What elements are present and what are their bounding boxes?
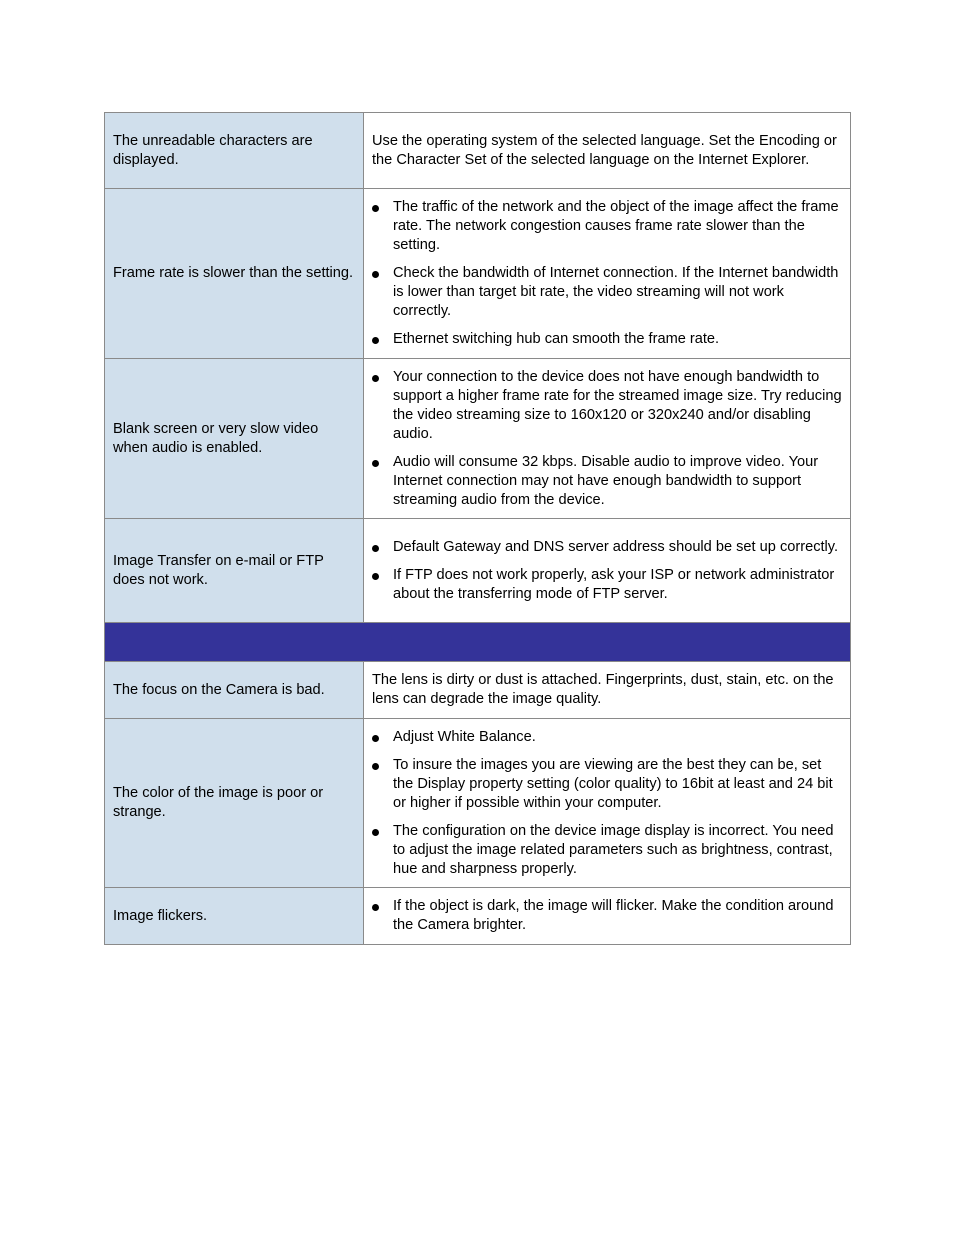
bullet-icon bbox=[372, 271, 379, 278]
bullet-text: Your connection to the device does not have enough bandwidth to support a higher frame rate for the streamed image size. Try reducing the video streaming size to 160x120 or 320x240 and/or disabling audio. bbox=[393, 368, 842, 442]
bullet-icon bbox=[372, 735, 379, 742]
solution-list bbox=[364, 538, 850, 604]
list-item bbox=[372, 538, 842, 557]
solution-list bbox=[364, 897, 850, 935]
solution-text: The lens is dirty or dust is attached. Fingerprints, dust, stain, etc. on the lens can degrade the image quality. bbox=[372, 672, 834, 707]
problem-cell bbox=[105, 662, 364, 719]
table-row bbox=[105, 519, 851, 623]
list-item bbox=[372, 728, 842, 747]
problem-cell bbox=[105, 888, 364, 945]
list-item bbox=[372, 368, 842, 444]
bullet-icon bbox=[372, 904, 379, 911]
bullet-icon bbox=[372, 829, 379, 836]
section-header-cell bbox=[105, 623, 851, 662]
bullet-text: The configuration on the device image display is incorrect. You need to adjust the image related parameters such as brightness, contrast, hue and sharpness properly. bbox=[393, 822, 834, 877]
bullet-icon bbox=[372, 573, 379, 580]
bullet-icon bbox=[372, 375, 379, 382]
table-row bbox=[105, 719, 851, 888]
problem-cell bbox=[105, 519, 364, 623]
bullet-icon bbox=[372, 763, 379, 770]
solution-list bbox=[364, 198, 850, 349]
troubleshooting-table bbox=[104, 112, 851, 945]
solution-text: Use the operating system of the selected language. Set the Encoding or the Character Set of the selected language on the Internet Explorer. bbox=[372, 132, 837, 168]
bullet-text: Default Gateway and DNS server address should be set up correctly. bbox=[393, 538, 839, 555]
bullet-text: If the object is dark, the image will flicker. Make the condition around the Camera brighter. bbox=[393, 898, 834, 933]
solution-list bbox=[364, 728, 850, 879]
table-row bbox=[105, 189, 851, 359]
solution-cell bbox=[364, 662, 851, 719]
solution-list bbox=[364, 368, 850, 510]
problem-text: Frame rate is slower than the setting. bbox=[113, 265, 354, 281]
problem-text: Image Transfer on e-mail or FTP does not work. bbox=[113, 552, 324, 588]
bullet-text: The traffic of the network and the object of the image affect the frame rate. The network congestion causes frame rate slower than the setting. bbox=[393, 199, 839, 253]
bullet-text: Ethernet switching hub can smooth the frame rate. bbox=[393, 331, 720, 347]
bullet-icon bbox=[372, 205, 379, 212]
table-row bbox=[105, 113, 851, 189]
section-header-bar bbox=[105, 623, 851, 662]
list-item bbox=[372, 756, 842, 813]
bullet-text: Check the bandwidth of Internet connection. If the Internet bandwidth is lower than target bit rate, the video streaming will not work correctly. bbox=[393, 265, 839, 319]
problem-text: The unreadable characters are displayed. bbox=[113, 132, 313, 168]
table-row bbox=[105, 662, 851, 719]
bullet-icon bbox=[372, 337, 379, 344]
list-item bbox=[372, 330, 842, 349]
problem-text: The color of the image is poor or strange. bbox=[113, 785, 324, 820]
list-item bbox=[372, 198, 842, 255]
solution-cell bbox=[364, 113, 851, 189]
bullet-icon bbox=[372, 545, 379, 552]
list-item bbox=[372, 566, 842, 604]
table-row bbox=[105, 359, 851, 519]
problem-text: Blank screen or very slow video when audio is enabled. bbox=[113, 420, 319, 456]
list-item bbox=[372, 453, 842, 510]
bullet-text: To insure the images you are viewing are the best they can be, set the Display property setting (color quality) to 16bit at least and 24 bit or higher if possible within your computer. bbox=[393, 756, 833, 811]
table-row bbox=[105, 888, 851, 945]
bullet-text: If FTP does not work properly, ask your ISP or network administrator about the transferring mode of FTP server. bbox=[393, 566, 835, 602]
solution-cell bbox=[364, 359, 851, 519]
problem-text: The focus on the Camera is bad. bbox=[113, 681, 325, 698]
problem-cell bbox=[105, 359, 364, 519]
list-item bbox=[372, 897, 842, 935]
solution-cell bbox=[364, 519, 851, 623]
bullet-text: Adjust White Balance. bbox=[393, 728, 536, 745]
problem-cell bbox=[105, 113, 364, 189]
solution-cell bbox=[364, 719, 851, 888]
problem-cell bbox=[105, 189, 364, 359]
solution-cell bbox=[364, 888, 851, 945]
problem-text: Image flickers. bbox=[113, 907, 208, 924]
list-item bbox=[372, 264, 842, 321]
list-item bbox=[372, 822, 842, 879]
bullet-text: Audio will consume 32 kbps. Disable audio to improve video. Your Internet connection may not have enough bandwidth to support streaming audio from the device. bbox=[393, 453, 819, 508]
problem-cell bbox=[105, 719, 364, 888]
bullet-icon bbox=[372, 460, 379, 467]
solution-cell bbox=[364, 189, 851, 359]
